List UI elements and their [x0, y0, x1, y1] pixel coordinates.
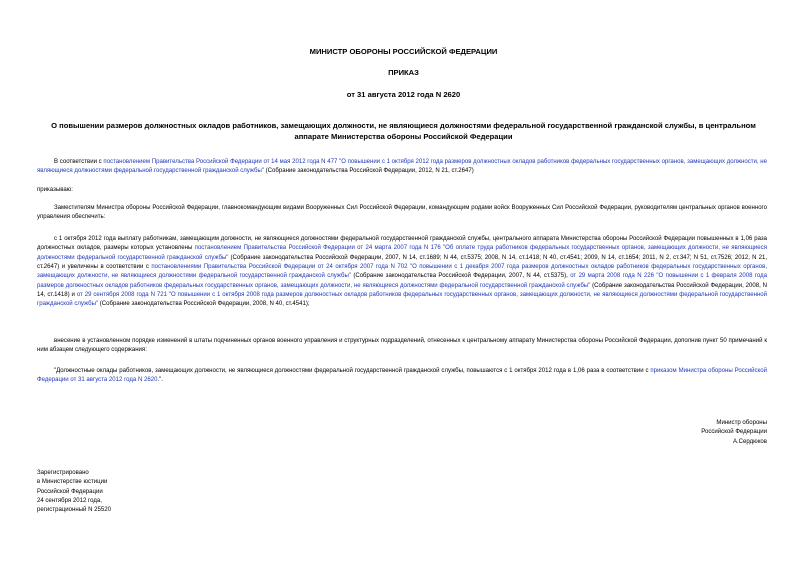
quote-paragraph: [37, 367, 767, 386]
quote-text-1: "Должностные оклады работников, замещающих должности, не являющиеся должностями федеральной государственной гражданской службы, повышаются с 1 октября 2012 года в 1,06 раза в соответствии с: [54, 368, 651, 374]
doc-type-heading: ПРИКАЗ: [388, 68, 419, 77]
paragraph-2-text-5: (Собрание законодательства Российской Федерации, 2008, N 40, ст.4541);: [98, 301, 310, 308]
registration-line-2: в Министерстве юстиции: [37, 479, 108, 486]
link-resolution-721[interactable]: от 29 сентября 2008 года N 721 "О повышении с 1 октября 2008 года размеров должностных окладов работников федеральных государственных органов, замещающих должности, не являющиеся должностями федеральной государственной гражданской службы": [37, 292, 767, 308]
registration-line-3: Российской Федерации: [37, 488, 103, 495]
paragraph-3: внесение в установленном порядке изменений в штаты подчиненных органов военного управления и структурных подразделений, отнесенных к центральному аппарату Министерства обороны Российской Федерации, дополнив пункт 50 примечаний к ним абзацем следующего содержания:: [37, 338, 767, 354]
paragraph-2: [37, 235, 767, 310]
quote-text-2: .".: [157, 377, 163, 384]
signature-block: [701, 419, 767, 447]
preamble-text-1: В соответствии с: [54, 159, 104, 165]
paragraph-1: Заместителям Министра обороны Российской Федерации, главнокомандующим видами Вооруженных Сил Российской Федерации, командующим родами войск Вооруженных Сил Российской Федерации, руководителям центральных органов военного управления обеспечить:: [37, 205, 767, 221]
preamble-paragraph: [37, 158, 767, 177]
registration-line-4: 24 сентября 2012 года,: [37, 497, 102, 504]
preamble-link-resolution-477[interactable]: постановлением Правительства Российской Федерации от 14 мая 2012 года N 477 "О повышении с 1 октября 2012 года размеров должностных окладов работников федеральных государственных органов, замещающих должности, не являющиеся должностями федеральной государственной гражданской службы": [37, 159, 767, 175]
paragraph-2-text-3: (Собрание законодательства Российской Федерации, 2007, N 44, ст.5375),: [350, 273, 571, 280]
link-order-2620[interactable]: приказом Министра обороны Российской Федерации от 31 августа 2012 года N 2620: [37, 368, 767, 384]
signature-line-2: Российской Федерации: [701, 429, 767, 436]
document-title: О повышении размеров должностных окладов работников, замещающих должности, не являющиеся должностями федеральной государственной гражданской службы, в центральном аппарате Министерства обороны Российской Федерации: [51, 121, 756, 141]
link-resolution-702[interactable]: постановлениями Правительства Российской Федерации от 24 октября 2007 года N 702 "О повышении с 1 декабря 2007 года размеров должностных окладов работников федеральных государственных органов, замещающих должности, не являющиеся должностями федеральной государственной гражданской службы": [37, 264, 768, 280]
signature-line-1: Министр обороны: [716, 420, 767, 426]
link-resolution-176[interactable]: постановлением Правительства Российской Федерации от 24 марта 2007 года N 176 "Об оплате труда работников федеральных государственных органов, замещающих должности, не являющиеся должностями федеральной государственной гражданской службы": [37, 245, 767, 261]
paragraph-2-text-2: (Собрание законодательства Российской Федерации, 2007, N 14, ст.1689; N 44, ст.5375; 2008, N 14, ст.1418; N 40, ст.4541; 2009, N 14, ст.1654; 2011, N 2, ст.347; N 51, ст.7526; 2012, N 21, ст.2647) и увеличены в соответствии с: [37, 254, 767, 271]
paragraph-2-text-1: с 1 октября 2012 года выплату работникам, замещающим должности, не являющиеся должностями федеральной государственной гражданской службы, центрального аппарата Министерства обороны Российской Федерации повышенных в 1,06 раза должностных окладов, размеры которых установлены: [37, 236, 767, 252]
order-word: приказываю:: [37, 187, 73, 193]
signature-line-3: А.Сердюков: [732, 438, 767, 445]
registration-line-5: регистрационный N 25520: [37, 507, 111, 514]
ministry-heading: МИНИСТР ОБОРОНЫ РОССИЙСКОЙ ФЕДЕРАЦИИ: [309, 47, 498, 56]
paragraph-2-text-4: (Собрание законодательства Российской Федерации, 2008, N 14, ст.1418) и: [37, 282, 767, 299]
link-resolution-226[interactable]: от 29 марта 2008 года N 226 "О повышении с 1 февраля 2008 года размеров должностных окладов работников федеральных государственных органов, замещающих должности, не являющиеся должностями федеральной государственной гражданской службы": [37, 273, 767, 289]
registration-block: [37, 469, 111, 515]
registration-line-1: Зарегистрировано: [37, 470, 89, 476]
doc-date-heading: от 31 августа 2012 года N 2620: [346, 90, 461, 99]
preamble-text-2: (Собрание законодательства Российской Федерации, 2012, N 21, ст.2647): [263, 168, 474, 175]
